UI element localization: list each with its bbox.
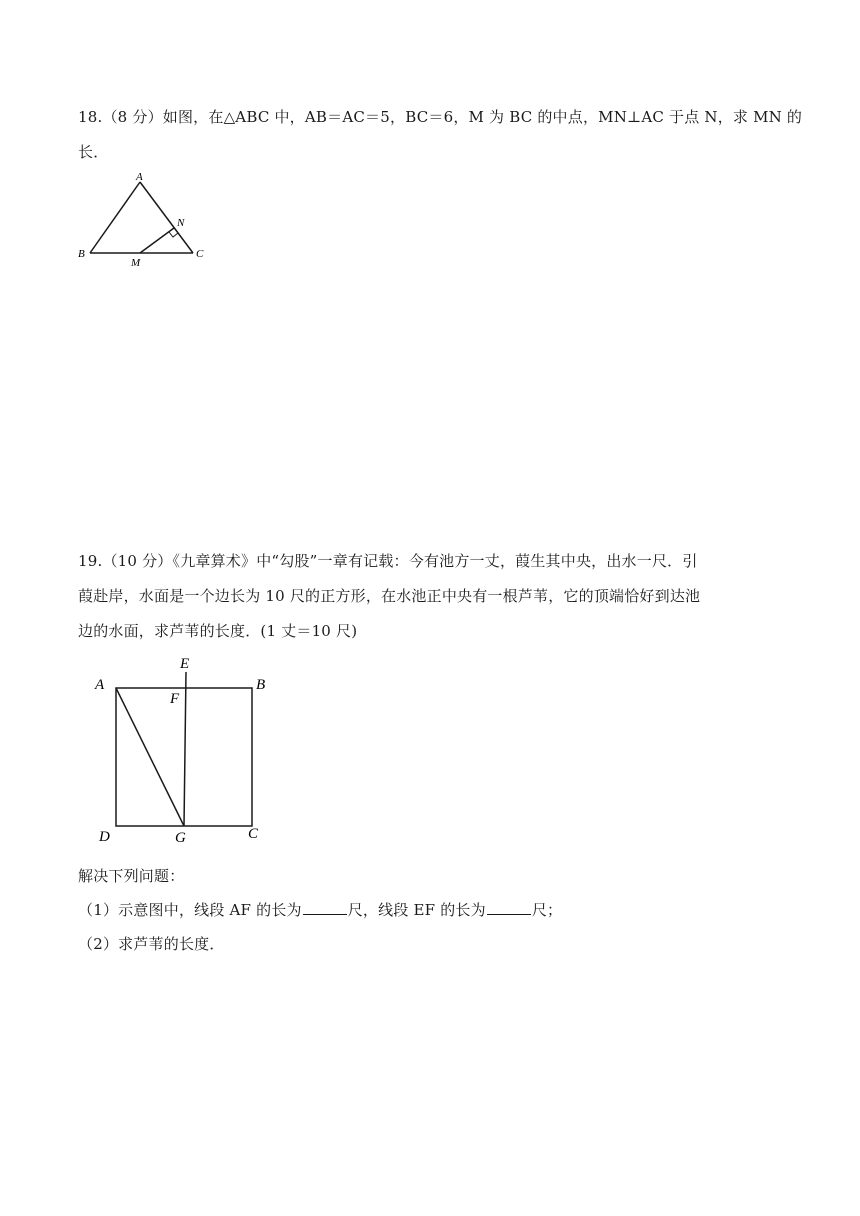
label-g: G (175, 830, 186, 846)
answer-blank-af[interactable] (303, 900, 347, 915)
label-a: A (136, 171, 143, 183)
q19-part1 (78, 899, 562, 920)
label-c: C (248, 826, 259, 842)
label-n: N (177, 217, 185, 229)
answer-blank-ef[interactable] (487, 900, 531, 915)
label-d: D (99, 829, 110, 845)
label-c: C (196, 248, 204, 260)
segment-ab (90, 182, 140, 253)
pond-square-figure (88, 652, 278, 850)
right-angle-mark (169, 232, 178, 237)
q19-solve-intro: 解决下列问题： (78, 867, 185, 885)
segment-ag (116, 688, 184, 826)
label-a: A (95, 677, 105, 693)
label-b: B (256, 677, 266, 693)
segment-ac (140, 182, 193, 253)
label-m: M (131, 257, 141, 268)
q19-part1-text-c: 尺； (531, 901, 563, 919)
segment-mn (140, 228, 174, 253)
q18-text-line2: 长． (78, 143, 109, 161)
q19-part1-text-a: （1）示意图中，线段 AF 的长为 (78, 901, 302, 919)
q19-part2: （2）求芦苇的长度． (78, 935, 225, 953)
q19-text-line2: 葭赴岸，水面是一个边长为 10 尺的正方形，在水池正中央有一根芦苇，它的顶端恰好到达池 (78, 587, 701, 605)
reed-eg (184, 672, 186, 826)
q19-text-line3: 边的水面，求芦苇的长度．(1 丈＝10 尺) (78, 622, 358, 640)
label-e: E (180, 656, 190, 672)
q19-part1-text-b: 尺，线段 EF 的长为 (347, 901, 486, 919)
label-b: B (78, 248, 85, 260)
q18-text-line1: 18.（8 分）如图，在△ABC 中，AB＝AC＝5，BC＝6，M 为 BC 的中点，MN⊥AC 于点 N，求 MN 的 (78, 108, 803, 126)
label-f: F (170, 691, 180, 707)
triangle-abc-figure (72, 168, 222, 268)
q19-text-line1: 19.（10 分）《九章算术》中“勾股”一章有记载：今有池方一丈，葭生其中央，出水一尺．引 (78, 552, 698, 570)
